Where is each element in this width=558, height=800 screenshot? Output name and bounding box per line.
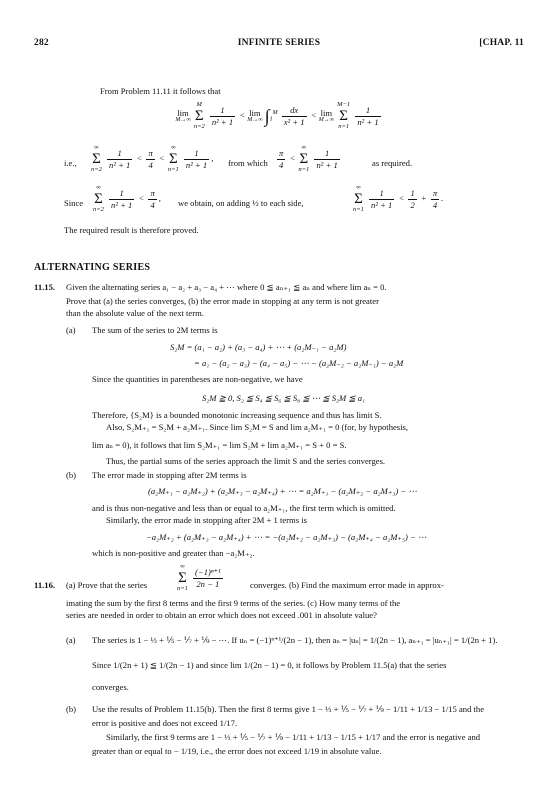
- part-a-11-16-line-3: converges.: [92, 682, 129, 692]
- problem-number-11-16: 11.16.: [34, 580, 56, 590]
- conclusion-text: The required result is therefore proved.: [64, 225, 199, 235]
- part-a-line-5: lim aₙ = 0), it follows that lim S₂M₊₁ = lim S₂M + lim a₂M₊₁ = S + 0 = S.: [92, 440, 347, 450]
- equation-since: ∞ Σ n=2 $\frac{1}{\text{n² + 1}}$ < $\frac{\pi}{4}$ ,: [93, 184, 161, 213]
- we-obtain-text: we obtain, on adding ½ to each side,: [178, 198, 304, 208]
- part-a-label-11-16: (a): [66, 635, 76, 645]
- part-a-11-16-line-1: The series is 1 − ⅓ + ⅕ − ⅐ + ⅑ − ⋯. If uₙ = (−1)ⁿ⁺¹/(2n − 1), then aₙ = |uₙ| = 1/(2n − 1), aₙ₊₁ = |uₙ₊₁| = 1/(2n + 1).: [92, 635, 498, 645]
- chapter-label: [CHAP. 11: [479, 38, 524, 48]
- part-b-11-16-line-3: Similarly, the first 9 terms are 1 − ⅓ + ⅕ − ⅐ + ⅑ − 1/11 + 1/13 − 1/15 + 1/17 and the error is negative and: [106, 732, 481, 742]
- part-b-11-16-line-1: Use the results of Problem 11.15(b). Then the first 8 terms give 1 − ⅓ + ⅕ − ⅐ + ⅑ − 1/11 + 1/13 − 1/15 and the: [92, 704, 485, 714]
- ie-label: i.e.,: [64, 158, 77, 168]
- problem-11-16-line-1a: (a) Prove that the series: [66, 580, 148, 590]
- problem-11-16-line-2: imating the sum by the first 8 terms and the first 9 terms of the series. (c) How many terms of the: [66, 598, 401, 608]
- problem-11-16-line-1b: converges. (b) Find the maximum error made in approx-: [250, 580, 444, 590]
- part-a-11-16-line-2: Since 1/(2n + 1) ≦ 1/(2n − 1) and since lim 1/(2n − 1) = 0, it follows by Problem 11.5(a) that the series: [92, 660, 447, 670]
- equation-error-2: −a₂M₊₂ + (a₂M₊₃ − a₂M₊₄) + ⋯ = −(a₂M₊₂ − a₂M₊₃) − (a₂M₊₄ − a₂M₊₅) − ⋯: [146, 532, 427, 542]
- intro-text: From Problem 11.11 it follows that: [100, 86, 221, 96]
- from-which-text: from which: [228, 158, 268, 168]
- problem-11-15-statement-1: Given the alternating series a₁ − a₂ + a₃ − a₄ + ⋯ where 0 ≦ aₙ₊₁ ≦ aₙ and where lim aₙ = 0.: [66, 282, 387, 292]
- part-a-line-1: The sum of the series to 2M terms is: [92, 325, 218, 335]
- equation-from-which: $\frac{\pi}{4}$ < ∞ Σ n=1 $\frac{1}{\text{n² + 1}}$: [279, 144, 338, 173]
- part-b-11-16-line-2: error is positive and does not exceed 1/17.: [92, 718, 238, 728]
- equation-ie: ∞ Σ n=2 $\frac{1}{\text{n² + 1}}$ < $\frac{\pi}{4}$ < ∞ Σ n=1 $\frac{1}{\text{n² + 1}}$ ,: [91, 144, 214, 173]
- part-a-line-6: Thus, the partial sums of the series approach the limit S and the series converges.: [106, 456, 386, 466]
- problem-11-15-statement-3: than the absolute value of the next term.: [66, 308, 204, 318]
- part-a-line-2: Since the quantities in parentheses are non-negative, we have: [92, 374, 303, 384]
- equation-inequality: S₂M ≧ 0, S₂ ≦ S₄ ≦ S₆ ≦ S₈ ≦ ⋯ ≦ S₂M ≦ a₁: [202, 393, 365, 403]
- part-b-label: (b): [66, 470, 77, 480]
- equation-limit-integral: lim M→∞ M Σ n=2 $\frac{1}{\text{n² + 1}}$ < lim M→∞ $\int_1^M$ $\frac{dx}{\text{x² + 1}}$ < lim M→∞ M−1 Σ n=1 $\frac{1}{\text{n² + 1}}$: [175, 101, 379, 130]
- part-a-line-4: Also, S₂M₊₁ = S₂M + a₂M₊₁. Since lim S₂M = S and lim a₂M₊₁ = 0 (for, by hypothesis,: [106, 422, 409, 432]
- equation-error-1: (a₂M₊₁ − a₂M₊₂) + (a₂M₊₃ − a₂M₊₄) + ⋯ = a₂M₊₁ − (a₂M₊₂ − a₂M₊₃) − ⋯: [148, 486, 417, 496]
- as-required-text: as required.: [372, 158, 413, 168]
- page-number: 282: [34, 38, 49, 48]
- equation-s2m-1: S₂M = (a₁ − a₂) + (a₃ − a₄) + ⋯ + (a₂M₋₁ − a₂M): [170, 342, 347, 352]
- equation-result: ∞ Σ n=1 $\frac{1}{\text{n² + 1}}$ < $\frac{1}{2}$ + $\frac{\pi}{4}$ .: [353, 184, 444, 213]
- equation-s2m-2: = a₁ − (a₂ − a₃) − (a₄ − a₅) − ⋯ − (a₂M₋₂ − a₂M₋₁) − a₂M: [194, 358, 404, 368]
- problem-11-16-line-3: series are needed in order to obtain an error which does not exceed .001 in absolute value?: [66, 610, 377, 620]
- part-a-label: (a): [66, 325, 76, 335]
- part-b-line-4: which is non-positive and greater than −a₂M₊₂.: [92, 548, 255, 558]
- part-b-line-1: The error made in stopping after 2M terms is: [92, 470, 247, 480]
- since-label: Since: [64, 198, 84, 208]
- running-title: INFINITE SERIES: [237, 38, 321, 48]
- part-b-line-3: Similarly, the error made in stopping after 2M + 1 terms is: [106, 515, 307, 525]
- part-b-label-11-16: (b): [66, 704, 77, 714]
- part-b-11-16-line-4: greater than or equal to − 1/19, i.e., the error does not exceed 1/19 in absolute value.: [92, 746, 382, 756]
- problem-11-15-statement-2: Prove that (a) the series converges, (b) the error made in stopping at any term is not greater: [66, 296, 379, 306]
- section-title: ALTERNATING SERIES: [34, 262, 151, 273]
- problem-number-11-15: 11.15.: [34, 282, 56, 292]
- part-a-line-3: Therefore, {S₂M} is a bounded monotonic increasing sequence and thus has limit S.: [92, 410, 382, 420]
- equation-series-11-16: ∞ Σ n=1 $\frac{\text{(−1)ⁿ⁺¹}}{2n - 1}$: [177, 563, 221, 592]
- part-b-line-2: and is thus non-negative and less than or equal to a₂M₊₁, the first term which is omitted.: [92, 503, 396, 513]
